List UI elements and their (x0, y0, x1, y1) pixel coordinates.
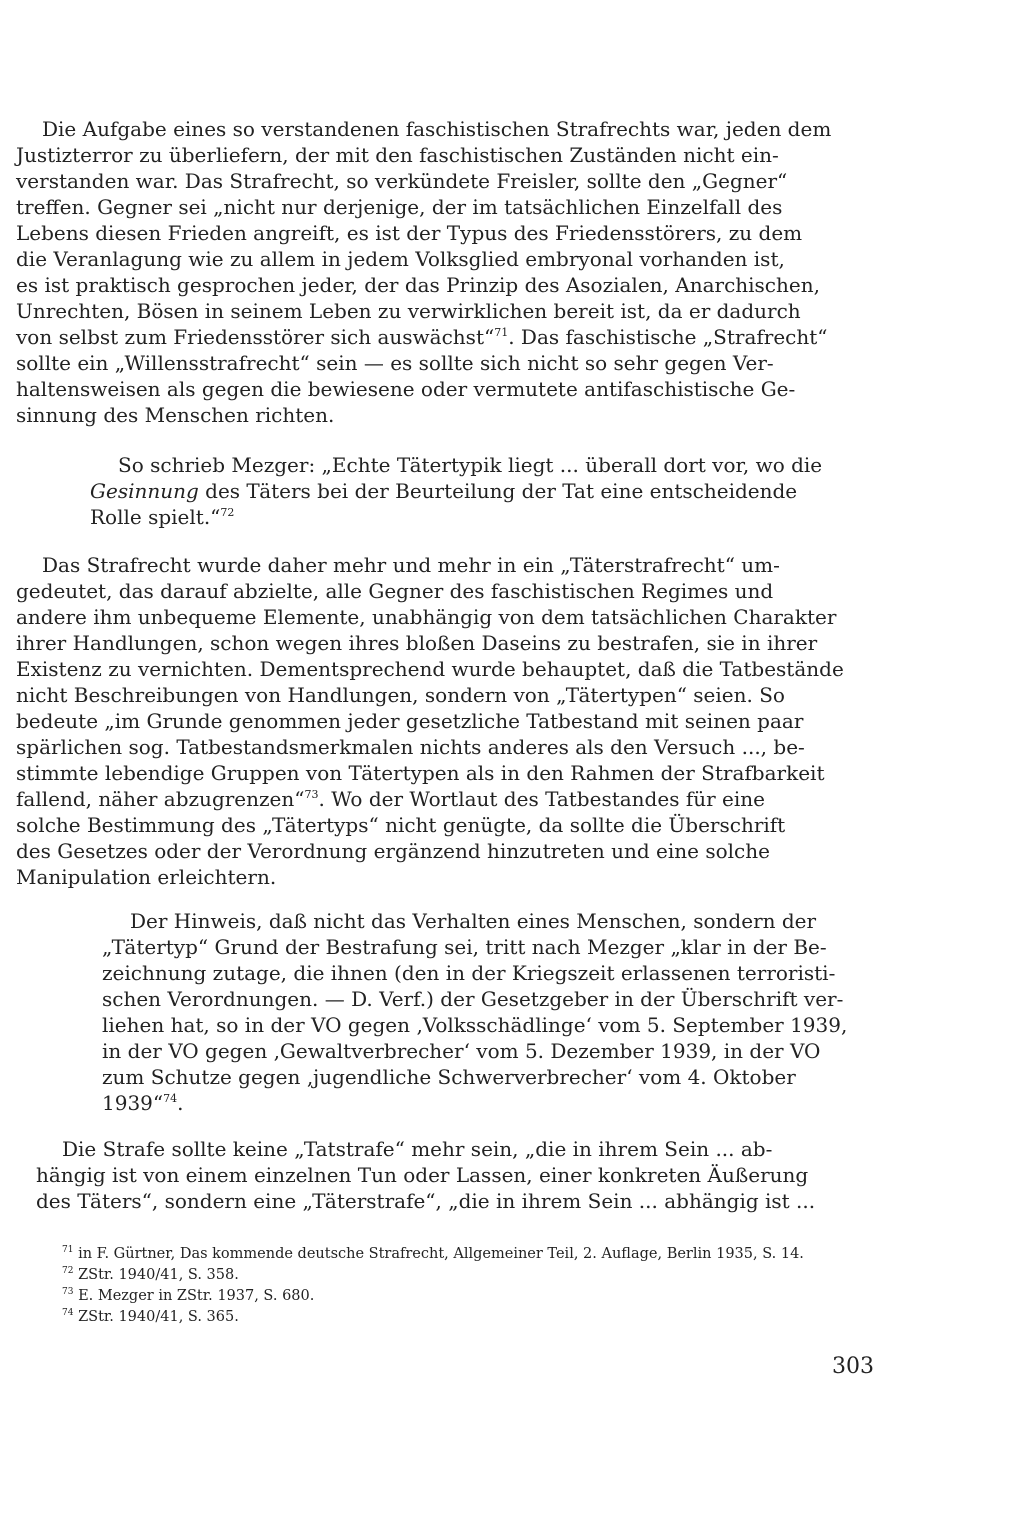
text-line: spärlichen sog. Tatbestandsmerkmalen nichts anderes als den Versuch ..., be- (16, 735, 805, 759)
text-line: liehen hat, so in der VO gegen ‚Volksschädlinge‘ vom 5. September 1939, (102, 1013, 848, 1037)
text-line: schen Verordnungen. — D. Verf.) der Gesetzgeber in der Überschrift ver- (102, 987, 844, 1011)
text-line: Justizterror zu überliefern, der mit den faschistischen Zuständen nicht ein- (16, 143, 779, 167)
footnote-text: ZStr. 1940/41, S. 365. (78, 1309, 239, 1325)
footnote-number: 71 (62, 1245, 74, 1255)
footnote-ref-73[interactable]: 73 (304, 788, 319, 801)
text-line: solche Bestimmung des „Tätertyps“ nicht genügte, da sollte die Überschrift (16, 813, 786, 837)
text-line: treffen. Gegner sei „nicht nur derjenige, der im tatsächlichen Einzelfall des (16, 195, 783, 219)
footnote-number: 72 (62, 1266, 74, 1276)
text-line: haltensweisen als gegen die bewiesene oder vermutete antifaschistische Ge- (16, 377, 796, 401)
text-line: des Täters“, sondern eine „Täterstrafe“, „die in ihrem Sein ... abhängig ist ... (36, 1189, 816, 1213)
text-line: stimmte lebendige Gruppen von Tätertypen als in den Rahmen der Strafbarkeit (16, 761, 825, 785)
text-line (90, 478, 797, 504)
text-segment: 1939“ (102, 1091, 164, 1115)
footnote-ref-71[interactable]: 71 (494, 326, 509, 339)
text-line: Lebens diesen Frieden angreift, es ist der Typus des Friedensstörers, zu dem (16, 221, 803, 245)
text-line (16, 786, 765, 812)
text-segment: . Wo der Wortlaut des Tatbestandes für eine (318, 787, 765, 811)
text-segment: fallend, näher abzugrenzen“ (16, 787, 305, 811)
text-line: verstanden war. Das Strafrecht, so verkündete Freisler, sollte den „Gegner“ (16, 169, 788, 193)
text-line: andere ihm unbequeme Elemente, unabhängig von dem tatsächlichen Charakter (16, 605, 837, 629)
text-line: Das Strafrecht wurde daher mehr und mehr in ein „Täterstrafrecht“ um- (42, 553, 780, 577)
text-line: zum Schutze gegen ‚jugendliche Schwerverbrecher‘ vom 4. Oktober (102, 1065, 796, 1089)
text-segment: . Das faschistische „Strafrecht“ (508, 325, 828, 349)
text-line: in der VO gegen ‚Gewaltverbrecher‘ vom 5. Dezember 1939, in der VO (102, 1039, 821, 1063)
text-line: bedeute „im Grunde genommen jeder gesetzliche Tatbestand mit seinen paar (16, 709, 804, 733)
text-line: So schrieb Mezger: „Echte Tätertypik liegt ... überall dort vor, wo die (118, 453, 823, 477)
text-line: Die Aufgabe eines so verstandenen faschistischen Strafrechts war, jeden dem (42, 117, 832, 141)
text-line: Der Hinweis, daß nicht das Verhalten eines Menschen, sondern der (130, 909, 817, 933)
page-number: 303 (832, 1354, 874, 1379)
text-line (102, 1090, 183, 1116)
text-line: des Gesetzes oder der Verordnung ergänzend hinzutreten und eine solche (16, 839, 770, 863)
footnote-text: ZStr. 1940/41, S. 358. (78, 1267, 239, 1283)
text-line (90, 504, 234, 530)
text-line: es ist praktisch gesprochen jeder, der das Prinzip des Asozialen, Anarchischen, (16, 273, 820, 297)
text-line: sollte ein „Willensstrafrecht“ sein — es sollte sich nicht so sehr gegen Ver- (16, 351, 774, 375)
text-segment: von selbst zum Friedensstörer sich auswächst“ (16, 325, 495, 349)
text-line: gedeutet, das darauf abzielte, alle Gegner des faschistischen Regimes und (16, 579, 774, 603)
text-segment: des Täters bei der Beurteilung der Tat eine entscheidende (198, 479, 798, 503)
text-line: Manipulation erleichtern. (16, 865, 277, 889)
footnote-ref-74[interactable]: 74 (163, 1092, 178, 1105)
text-segment: Rolle spielt.“ (90, 505, 221, 529)
text-line: zeichnung zutage, die ihnen (den in der Kriegszeit erlassenen terroristi- (102, 961, 836, 985)
text-line (16, 324, 828, 350)
footnote-item (62, 1308, 239, 1327)
text-line: sinnung des Menschen richten. (16, 403, 335, 427)
text-segment: . (177, 1091, 184, 1115)
footnote-number: 74 (62, 1308, 74, 1318)
text-line: Unrechten, Bösen in seinem Leben zu verwirklichen bereit ist, da er dadurch (16, 299, 801, 323)
text-line: „Tätertyp“ Grund der Bestrafung sei, tritt nach Mezger „klar in der Be- (102, 935, 827, 959)
footnote-number: 73 (62, 1287, 74, 1297)
footnote-item (62, 1287, 314, 1306)
footnote-ref-72[interactable]: 72 (220, 506, 235, 519)
text-line: hängig ist von einem einzelnen Tun oder Lassen, einer konkreten Äußerung (36, 1163, 809, 1187)
text-line: Existenz zu vernichten. Dementsprechend wurde behauptet, daß die Tatbestände (16, 657, 844, 681)
text-line: ihrer Handlungen, schon wegen ihres bloßen Daseins zu bestrafen, sie in ihrer (16, 631, 818, 655)
text-line: Die Strafe sollte keine „Tatstrafe“ mehr sein, „die in ihrem Sein ... ab- (62, 1137, 773, 1161)
footnote-item (62, 1245, 804, 1264)
footnote-text: E. Mezger in ZStr. 1937, S. 680. (78, 1288, 315, 1304)
emphasis-text: Gesinnung (90, 479, 199, 503)
footnote-item (62, 1266, 239, 1285)
text-line: die Veranlagung wie zu allem in jedem Volksglied embryonal vorhanden ist, (16, 247, 785, 271)
text-line: nicht Beschreibungen von Handlungen, sondern von „Tätertypen“ seien. So (16, 683, 785, 707)
footnote-text: in F. Gürtner, Das kommende deutsche Strafrecht, Allgemeiner Teil, 2. Auflage, Berlin 1935, S. 14. (78, 1246, 804, 1262)
